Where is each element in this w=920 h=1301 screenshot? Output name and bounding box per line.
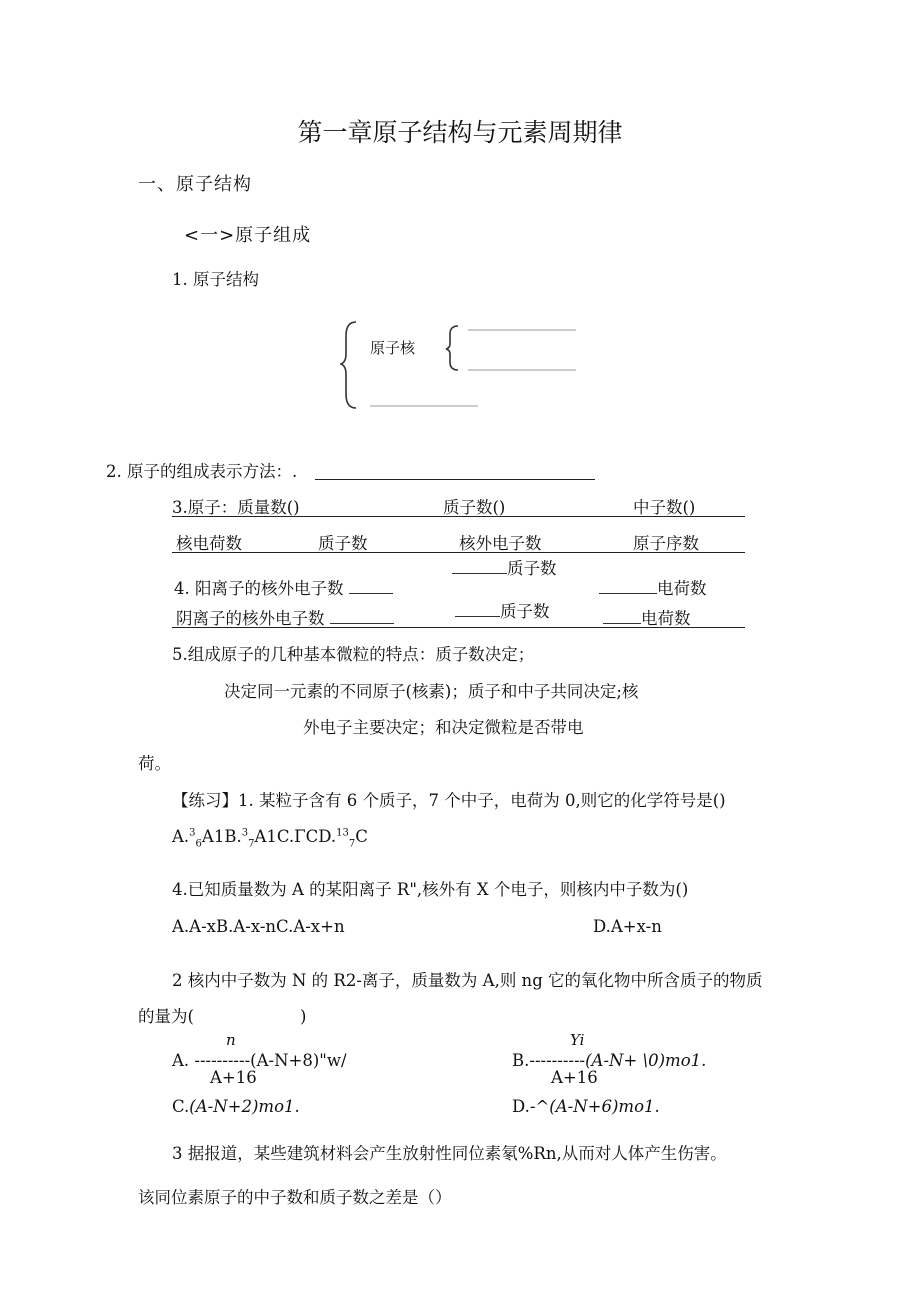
ion-row-line: [172, 627, 745, 628]
row3-line: [172, 516, 745, 517]
practice-q1: 【练习】1. 某粒子含有 6 个质子，7 个中子，电荷为 0,则它的化学符号是(): [172, 791, 726, 810]
practice-q4: 4.已知质量数为 A 的某阳离子 R",核外有 X 个电子，则核内中子数为(): [172, 880, 689, 899]
practice-q2-line2: 的量为( ): [138, 1007, 307, 1026]
q2-option-a-numerator: n: [226, 1031, 236, 1049]
atom-structure-diagram: [340, 318, 590, 413]
item-5-line4: 荷。: [138, 754, 171, 773]
anion-electron-label: 阴离子的核外电子数: [176, 605, 394, 629]
practice-q3-line2: 该同位素原子的中子数和质子数之差是（）: [138, 1188, 452, 1207]
cation-proton-cell: 质子数: [452, 555, 557, 579]
anion-charge-cell: 电荷数: [603, 605, 691, 629]
nuclear-row-line: [172, 552, 745, 553]
q2-option-b: B.----------(A-N+ \0)mo1.: [512, 1051, 707, 1070]
inner-brace: [446, 326, 458, 370]
item-2-underline: [315, 479, 595, 480]
q2-option-a: A. ----------(A-N+8)"w/: [172, 1051, 347, 1070]
atomic-number-label: 原子序数: [633, 534, 699, 553]
item-5-line1: 5.组成原子的几种基本微粒的特点：质子数决定；: [172, 645, 535, 664]
row3-neutron-number: 中子数(): [633, 498, 696, 517]
page-title: 第一章原子结构与元素周期律: [297, 118, 623, 147]
anion-proton-cell: 质子数: [455, 598, 550, 622]
q2-option-b-numerator: Yi: [570, 1031, 585, 1049]
section-heading: 一、原子结构: [138, 174, 252, 195]
subsection-heading: <一>原子组成: [184, 225, 312, 246]
cation-charge-cell: 电荷数: [599, 575, 707, 599]
nucleus-label: 原子核: [370, 339, 416, 357]
row3-proton-number: 质子数(): [443, 498, 506, 517]
nuclear-charge-label: 核电荷数: [176, 534, 242, 553]
row3-mass-number: 3.原子：质量数(): [172, 498, 300, 517]
q2-option-b-denominator: A+16: [551, 1068, 598, 1087]
item-1-atom-structure: 1. 原子结构: [172, 270, 259, 289]
q2-option-c: C.(A-N+2)mo1.: [172, 1097, 300, 1116]
q2-option-d: D.-^(A-N+6)mo1.: [512, 1097, 660, 1116]
practice-q4-option-d: D.A+x-n: [593, 917, 662, 936]
practice-q1-options: A.$^3_6$A1B.$^3_7$A1C.ΓCD.$^{13}_7$C: [172, 827, 368, 850]
proton-count-label: 质子数: [318, 534, 368, 553]
electron-count-label: 核外电子数: [459, 534, 542, 553]
practice-q2-line1: 2 核内中子数为 N 的 R2-离子，质量数为 A,则 ng 它的氧化物中所含质子的物质: [172, 971, 763, 990]
item-2: 2. 原子的组成表示方法：.: [106, 462, 298, 481]
outer-brace: [341, 322, 356, 408]
item-5-line2: 决定同一元素的不同原子(核素)；质子和中子共同决定;核: [224, 682, 639, 701]
practice-q3-line1: 3 据报道，某些建筑材料会产生放射性同位素氡%Rn,从而对人体产生伤害。: [172, 1144, 727, 1163]
q2-option-a-denominator: A+16: [210, 1068, 257, 1087]
practice-q4-options-abc: A.A-xB.A-x-nC.A-x+n: [172, 917, 345, 936]
item-5-line3: 外电子主要决定；和决定微粒是否带电: [303, 718, 584, 737]
cation-electron-label: 4. 阳离子的核外电子数: [174, 575, 393, 599]
